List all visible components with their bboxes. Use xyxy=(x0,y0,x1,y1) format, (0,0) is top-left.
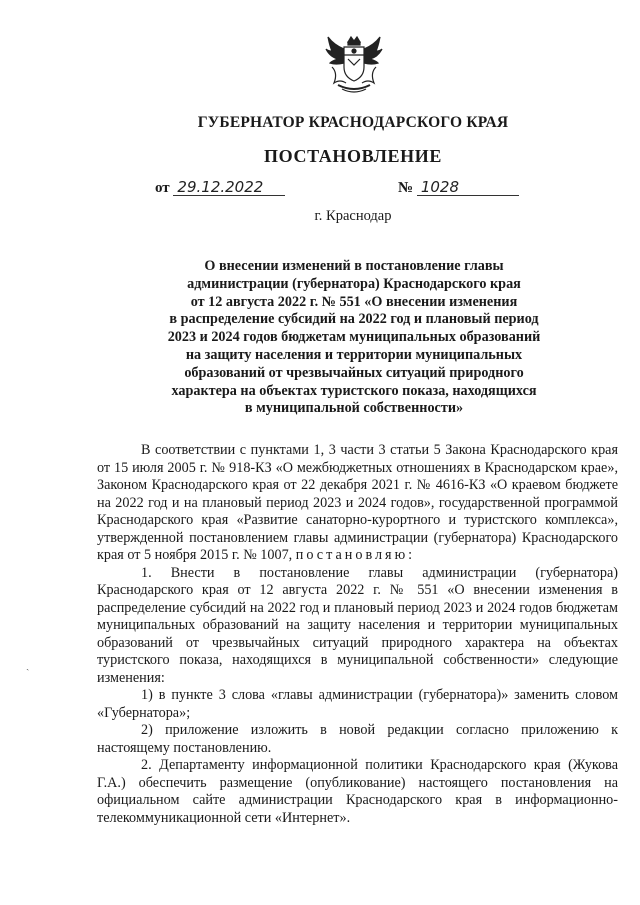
title-line: от 12 августа 2022 г. № 551 «О внесении изменения xyxy=(190,293,518,310)
title-line: в муниципальной собственности» xyxy=(244,400,464,417)
item-2-paragraph: 2. Департаменту информационной политики Краснодарского края (Жукова Г.А.) обеспечить размещение (опубликование) настоящего постановления на официальном сайте администрации Краснодарского края в информационно-телекоммуникационной сети «Интернет». xyxy=(97,757,618,826)
title-line: образований от чрезвычайных ситуаций природного xyxy=(184,364,524,381)
issuing-authority: ГУБЕРНАТОР КРАСНОДАРСКОГО КРАЯ xyxy=(197,114,509,131)
title-line: 2023 и 2024 годов бюджетам муниципальных образований xyxy=(167,329,541,346)
decree-word: постановляю: xyxy=(295,547,416,563)
date-field xyxy=(155,180,285,197)
preamble-text: В соответствии с пунктами 1, 3 части 3 статьи 5 Закона Краснодарского края от 15 июля 2005 г. № 918-КЗ «О межбюджетных отношениях в Краснодарском крае», Законом Краснодарского края от 22 декабря 2021 г. № 4616-КЗ «О краевом бюджете на 2022 год и на плановый период 2023 и 2024 годов», государственной программой Краснодарского края «Развитие санаторно-курортного и туристского комплекса», утвержденной постановлением главы администрации (губернатора) Краснодарского края от 5 ноября 2015 г. № 1007, xyxy=(97,442,618,563)
title-line: в распределение субсидий на 2022 год и плановый период xyxy=(169,311,539,328)
document-body xyxy=(97,442,618,827)
item-1-1-paragraph: 1) в пункте 3 слова «главы администрации (губернатора)» заменить словом «Губернатора»; xyxy=(97,687,618,721)
preamble-paragraph xyxy=(97,442,618,565)
item-1-paragraph: 1. Внести в постановление главы администрации (губернатора) Краснодарского края от 12 августа 2022 г. № 551 «О внесении изменения в распределение субсидий на 2022 год и плановый период 2023 и 2024 годов бюджетам муниципальных образований на защиту населения и территории муниципальных образований от чрезвычайных ситуаций природного характера на объектах туристского показа, находящихся в муниципальной собственности» следующие изменения: xyxy=(97,564,618,686)
title-line: администрации (губернатора) Краснодарского края xyxy=(187,275,521,292)
number-prefix: № xyxy=(398,180,414,196)
city: г. Краснодар xyxy=(314,208,392,224)
number-value: 1028 xyxy=(417,180,519,196)
item-1-2-paragraph: 2) приложение изложить в новой редакции согласно приложению к настоящему постановлению. xyxy=(97,722,618,756)
number-field xyxy=(398,180,519,197)
document-type: ПОСТАНОВЛЕНИЕ xyxy=(264,146,442,166)
margin-mark: ˎ xyxy=(26,660,30,671)
title-line: на защиту населения и территории муниципальных xyxy=(185,346,523,363)
coat-of-arms-icon xyxy=(324,33,384,95)
title-line: характера на объектах туристского показа, находящихся xyxy=(171,382,537,399)
date-prefix: от xyxy=(155,180,170,196)
title-line: О внесении изменений в постановление главы xyxy=(204,258,504,274)
date-value: 29.12.2022 xyxy=(173,180,285,196)
document-title xyxy=(136,258,572,418)
